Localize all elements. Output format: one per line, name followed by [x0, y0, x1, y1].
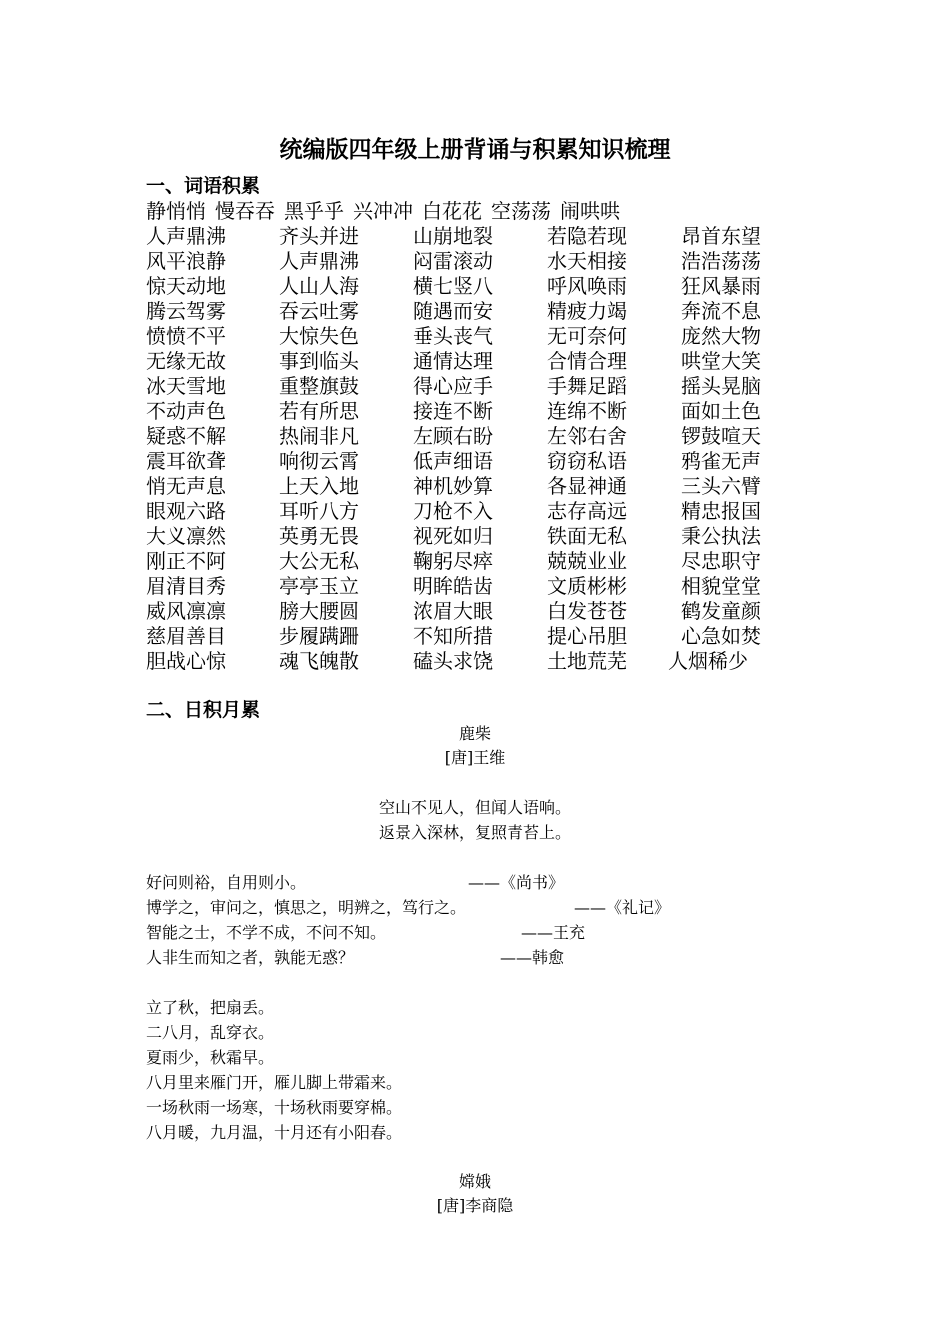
idiom-cell: 神机妙算 [413, 474, 493, 498]
idiom-cell: 人烟稀少 [668, 649, 748, 673]
idiom-cell: 左顾右盼 [413, 424, 493, 448]
idiom-row [146, 599, 786, 624]
idiom-cell: 水天相接 [547, 249, 627, 273]
idiom-cell: 膀大腰圆 [279, 599, 359, 623]
idiom-cell: 秉公执法 [681, 524, 761, 548]
idiom-cell: 合情合理 [547, 349, 627, 373]
idiom-cell: 吞云吐雾 [279, 299, 359, 323]
idiom-cell: 提心吊胆 [547, 624, 627, 648]
idiom-cell: 风平浪静 [146, 249, 226, 273]
idiom-cell: 事到临头 [279, 349, 359, 373]
idiom-cell: 刚正不阿 [146, 549, 226, 573]
idiom-cell: 鸦雀无声 [681, 449, 761, 473]
idiom-cell: 心急如焚 [681, 624, 761, 648]
quote-source: ——韩愈 [500, 948, 565, 967]
idiom-cell: 无可奈何 [547, 324, 627, 348]
idiom-cell: 冰天雪地 [146, 374, 226, 398]
idiom-cell: 左邻右舍 [547, 424, 627, 448]
idiom-cell: 视死如归 [413, 524, 493, 548]
idiom-row [146, 299, 786, 324]
section-heading-vocabulary: 一、词语积累 [146, 175, 261, 197]
poem-author: [唐]王维 [444, 748, 506, 767]
proverb-line: 夏雨少，秋霜早。 [146, 1048, 275, 1067]
idiom-cell: 锣鼓喧天 [681, 424, 761, 448]
proverb-line: 二八月，乱穿衣。 [146, 1023, 275, 1042]
idiom-cell: 无缘无故 [146, 349, 226, 373]
idiom-cell: 相貌堂堂 [681, 574, 761, 598]
idiom-cell: 上天入地 [279, 474, 359, 498]
idiom-cell: 铁面无私 [547, 524, 627, 548]
idiom-cell: 刀枪不入 [413, 499, 493, 523]
idiom-cell: 若隐若现 [547, 224, 627, 248]
idiom-cell: 摇头晃脑 [681, 374, 761, 398]
idiom-cell: 愤愤不平 [146, 324, 226, 348]
idiom-cell: 低声细语 [413, 449, 493, 473]
idiom-cell: 胆战心惊 [146, 649, 226, 673]
word: 闹哄哄 [560, 199, 620, 223]
idiom-row [146, 549, 786, 574]
proverb-line: 八月里来雁门开，雁儿脚上带霜来。 [146, 1073, 403, 1092]
idiom-cell: 英勇无畏 [279, 524, 359, 548]
idiom-cell: 尽忠职守 [681, 549, 761, 573]
idiom-cell: 眼观六路 [146, 499, 226, 523]
idiom-cell: 通情达理 [413, 349, 493, 373]
idiom-cell: 哄堂大笑 [681, 349, 761, 373]
idiom-cell: 威风凛凛 [146, 599, 226, 623]
idiom-cell: 狂风暴雨 [681, 274, 761, 298]
idiom-cell: 窃窃私语 [547, 449, 627, 473]
quote-text: 人非生而知之者，孰能无惑？ [146, 948, 355, 967]
proverb-line: 一场秋雨一场寒，十场秋雨要穿棉。 [146, 1098, 403, 1117]
idiom-cell: 齐头并进 [279, 224, 359, 248]
idiom-cell: 山崩地裂 [413, 224, 493, 248]
idiom-cell: 文质彬彬 [547, 574, 627, 598]
idiom-cell: 庞然大物 [681, 324, 761, 348]
idiom-row [146, 524, 786, 549]
idiom-row [146, 249, 786, 274]
reduplicated-words-row [146, 199, 629, 224]
idiom-row [146, 474, 786, 499]
idiom-row [146, 224, 786, 249]
idiom-cell: 悄无声息 [146, 474, 226, 498]
idiom-cell: 大惊失色 [279, 324, 359, 348]
section-heading-daily-accumulation: 二、日积月累 [146, 699, 261, 721]
idiom-cell: 白发苍苍 [547, 599, 627, 623]
idiom-cell: 面如土色 [681, 399, 761, 423]
poem-title: 嫦娥 [458, 1172, 491, 1191]
poem-title: 鹿柴 [458, 724, 491, 743]
idiom-cell: 接连不断 [413, 399, 493, 423]
word: 兴冲冲 [353, 199, 413, 223]
quote-text: 智能之士，不学不成，不问不知。 [146, 923, 387, 942]
idiom-cell: 响彻云霄 [279, 449, 359, 473]
idiom-cell: 兢兢业业 [547, 549, 627, 573]
poem-line: 返景入深林，复照青苔上。 [378, 823, 571, 842]
idiom-row [146, 574, 786, 599]
idiom-cell: 魂飞魄散 [279, 649, 359, 673]
idiom-cell: 眉清目秀 [146, 574, 226, 598]
quote-source: ——王充 [521, 923, 586, 942]
idiom-row [146, 424, 786, 449]
idiom-cell: 随遇而安 [413, 299, 493, 323]
poem-author: [唐]李商隐 [436, 1196, 514, 1215]
proverb-line: 八月暖，九月温，十月还有小阳春。 [146, 1123, 403, 1142]
idiom-cell: 浓眉大眼 [413, 599, 493, 623]
idiom-cell: 大义凛然 [146, 524, 226, 548]
idiom-cell: 大公无私 [279, 549, 359, 573]
quote-source: ——《尚书》 [468, 873, 565, 892]
idiom-cell: 热闹非凡 [279, 424, 359, 448]
idiom-cell: 精疲力竭 [547, 299, 627, 323]
idiom-cell: 磕头求饶 [413, 649, 493, 673]
idiom-cell: 闷雷滚动 [413, 249, 493, 273]
idiom-cell: 人声鼎沸 [146, 224, 226, 248]
idiom-cell: 鞠躬尽瘁 [413, 549, 493, 573]
idiom-grid [146, 224, 786, 674]
proverb-line: 立了秋，把扇丢。 [146, 998, 275, 1017]
idiom-cell: 土地荒芜 [547, 649, 627, 673]
idiom-cell: 昂首东望 [681, 224, 761, 248]
idiom-cell: 疑惑不解 [146, 424, 226, 448]
idiom-cell: 手舞足蹈 [547, 374, 627, 398]
poem-line: 空山不见人，但闻人语响。 [378, 798, 571, 817]
page-title: 统编版四年级上册背诵与积累知识梳理 [279, 137, 671, 163]
idiom-row [146, 449, 786, 474]
idiom-cell: 志存高远 [547, 499, 627, 523]
word: 静悄悄 [146, 199, 206, 223]
idiom-row [146, 649, 786, 674]
idiom-cell: 不动声色 [146, 399, 226, 423]
word: 慢吞吞 [215, 199, 275, 223]
idiom-cell: 亭亭玉立 [279, 574, 359, 598]
idiom-cell: 奔流不息 [681, 299, 761, 323]
idiom-cell: 惊天动地 [146, 274, 226, 298]
quote-text: 博学之，审问之，慎思之，明辨之，笃行之。 [146, 898, 467, 917]
idiom-row [146, 399, 786, 424]
word: 空荡荡 [491, 199, 551, 223]
idiom-cell: 三头六臂 [681, 474, 761, 498]
idiom-cell: 鹤发童颜 [681, 599, 761, 623]
idiom-cell: 人山人海 [279, 274, 359, 298]
word: 黑乎乎 [284, 199, 344, 223]
quote-text: 好问则裕，自用则小。 [146, 873, 307, 892]
idiom-cell: 精忠报国 [681, 499, 761, 523]
idiom-cell: 人声鼎沸 [279, 249, 359, 273]
idiom-cell: 横七竖八 [413, 274, 493, 298]
idiom-cell: 步履蹒跚 [279, 624, 359, 648]
idiom-cell: 不知所措 [413, 624, 493, 648]
idiom-row [146, 374, 786, 399]
idiom-row [146, 349, 786, 374]
idiom-cell: 浩浩荡荡 [681, 249, 761, 273]
idiom-cell: 得心应手 [413, 374, 493, 398]
idiom-row [146, 274, 786, 299]
idiom-cell: 明眸皓齿 [413, 574, 493, 598]
idiom-cell: 若有所思 [279, 399, 359, 423]
idiom-row [146, 624, 786, 649]
idiom-cell: 重整旗鼓 [279, 374, 359, 398]
word: 白花花 [422, 199, 482, 223]
quote-source: ——《礼记》 [574, 898, 671, 917]
idiom-cell: 腾云驾雾 [146, 299, 226, 323]
idiom-cell: 慈眉善目 [146, 624, 226, 648]
idiom-cell: 呼风唤雨 [547, 274, 627, 298]
idiom-cell: 各显神通 [547, 474, 627, 498]
idiom-row [146, 499, 786, 524]
idiom-row [146, 324, 786, 349]
idiom-cell: 连绵不断 [547, 399, 627, 423]
idiom-cell: 震耳欲聋 [146, 449, 226, 473]
idiom-cell: 耳听八方 [279, 499, 359, 523]
idiom-cell: 垂头丧气 [413, 324, 493, 348]
